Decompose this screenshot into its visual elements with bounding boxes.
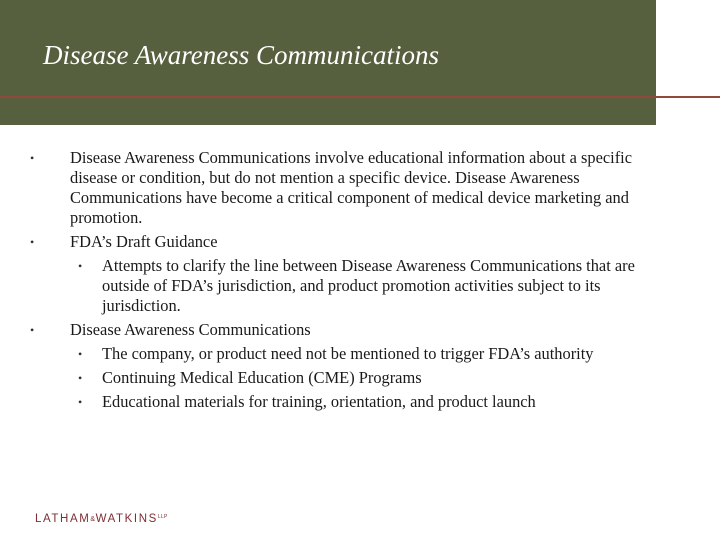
sub-bullet-item	[30, 256, 670, 316]
company-logo	[35, 513, 168, 525]
bullet-item	[30, 320, 670, 340]
bullet-dot-icon: •	[30, 151, 35, 165]
bullet-dot-icon: •	[78, 371, 83, 385]
bullet-dot-icon: •	[30, 235, 35, 249]
logo-ampersand: &	[90, 516, 96, 523]
bullet-item	[30, 148, 670, 228]
accent-rule	[0, 96, 720, 98]
bullet-text: Disease Awareness Communications	[70, 320, 311, 339]
sub-bullet-text: The company, or product need not be mentioned to trigger FDA’s authority	[102, 344, 594, 363]
slide-title: Disease Awareness Communications	[43, 40, 439, 70]
bullet-dot-icon: •	[78, 259, 83, 273]
bullet-list	[30, 148, 670, 412]
sub-bullet-text: Attempts to clarify the line between Disease Awareness Communications that are outside of FDA’s jurisdiction, and product promotion activities subject to its jurisdiction.	[102, 256, 635, 315]
sub-bullet-item	[30, 344, 670, 364]
bullet-text: Disease Awareness Communications involve educational information about a specific disease or condition, but do not mention a specific device. Disease Awareness Communications have become a critical component of medical device marketing and promotion.	[70, 148, 632, 227]
sub-bullet-item	[30, 392, 670, 412]
logo-text-latham: LATHAM	[35, 513, 91, 525]
sub-bullet-item	[30, 368, 670, 388]
sub-bullet-text: Educational materials for training, orientation, and product launch	[102, 392, 536, 411]
bullet-item	[30, 232, 670, 252]
bullet-dot-icon: •	[78, 395, 83, 409]
logo-text-watkins: WATKINS	[95, 513, 158, 525]
bullet-dot-icon: •	[30, 323, 35, 337]
sub-bullet-text: Continuing Medical Education (CME) Programs	[102, 368, 422, 387]
title-banner	[0, 0, 656, 125]
bullet-text: FDA’s Draft Guidance	[70, 232, 218, 251]
logo-llp: LLP	[157, 514, 168, 520]
bullet-dot-icon: •	[78, 347, 83, 361]
